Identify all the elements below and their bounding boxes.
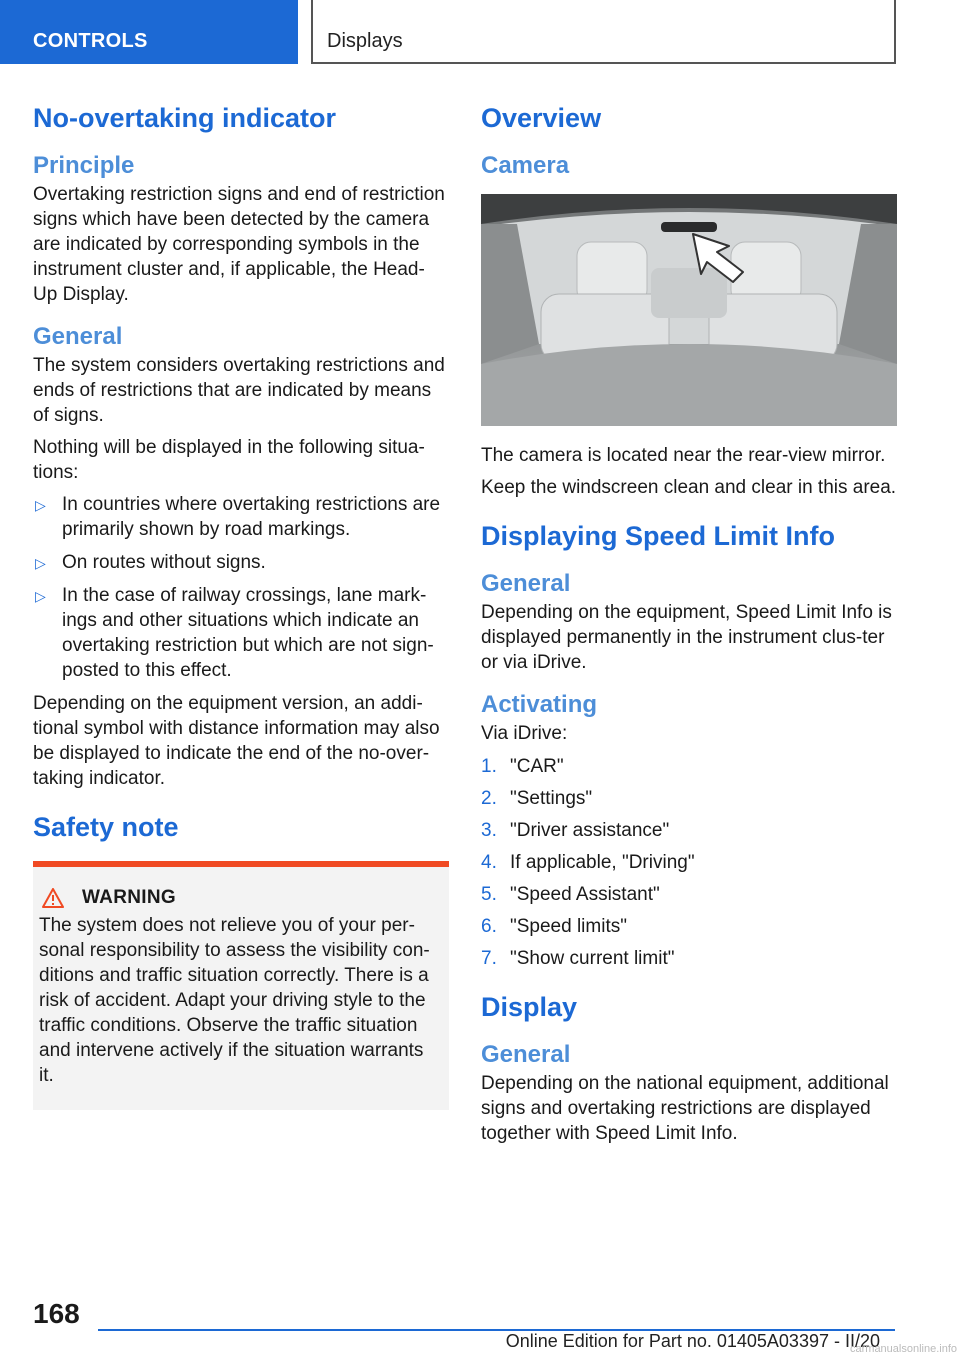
activating-heading: Activating: [481, 691, 598, 718]
overview-title: Overview: [481, 103, 602, 133]
display-title: Display: [481, 992, 578, 1022]
list-item: ▷ In the case of railway crossings, lane mark-ings and other situations which indicate an overtaking restriction but which are not sign-posted to this effect.: [35, 585, 434, 681]
general-text-3: Depending on the equipment version, an addi-tional symbol with distance information may also be displayed to indicate the end of the no-over-taking indicator.: [33, 693, 440, 789]
list-item: 4. If applicable, "Driving": [481, 852, 695, 873]
camera-text-2: Keep the windscreen clean and clear in this area.: [481, 477, 897, 498]
speed-general-heading: General: [481, 570, 571, 597]
speed-limit-title: Displaying Speed Limit Info: [481, 521, 836, 551]
list-item: 1. "CAR": [481, 756, 564, 777]
safety-note-title: Safety note: [33, 812, 179, 842]
list-item: ▷ On routes without signs.: [33, 550, 449, 575]
triangle-bullet-icon: ▷: [35, 497, 46, 513]
general-text-1: The system considers overtaking restrictions and ends of restrictions that are indicated by means of signs.: [33, 355, 445, 426]
activation-steps: [481, 754, 897, 971]
warning-text: The system does not relieve you of your per-sonal responsibility to assess the visibility con-ditions and traffic situation correctly. There is a risk of accident. Adapt your driving style to the traffic conditions. Observe the traffic situation and intervene actively if the situation warrants it.: [39, 915, 430, 1086]
no-overtaking-title: No-overtaking indicator: [33, 103, 337, 133]
list-item: ▷ In countries where overtaking restrictions are primarily shown by road markings.: [35, 494, 441, 540]
display-general-text: Depending on the national equipment, additional signs and overtaking restrictions are displayed together with Speed Limit Info.: [481, 1073, 889, 1144]
list-item: 6. "Speed limits": [481, 916, 627, 937]
list-item: 3. "Driver assistance": [481, 820, 670, 841]
principle-text: Overtaking restriction signs and end of restriction signs which have been detected by the camera are indicated by corresponding symbols in the instrument cluster and, if applicable, the Head-Up Display.: [33, 184, 445, 305]
camera-heading: Camera: [481, 152, 570, 179]
warning-triangle-icon: [42, 888, 64, 908]
chapter-box: [311, 0, 896, 64]
speed-general-text: Depending on the equipment, Speed Limit Info is displayed permanently in the instrument clus-ter or via iDrive.: [481, 602, 892, 673]
situation-list: [33, 492, 449, 683]
right-column: [481, 100, 897, 1153]
general-text-2: Nothing will be displayed in the following situa-tions:: [33, 437, 425, 483]
page-number: 168: [33, 1298, 80, 1329]
camera-text-1: The camera is located near the rear-view mirror.: [481, 445, 886, 466]
edition-text: Online Edition for Part no. 01405A03397 - II/20: [505, 1331, 880, 1351]
section-label: CONTROLS: [33, 30, 148, 52]
list-item: 2. "Settings": [481, 788, 593, 809]
list-item: 5. "Speed Assistant": [481, 884, 660, 905]
principle-heading: Principle: [33, 152, 135, 179]
left-column: [33, 100, 449, 1110]
watermark: carmanualsonline.info: [850, 1343, 958, 1355]
section-tab: [0, 0, 298, 64]
general-heading: General: [33, 323, 123, 350]
warning-label: WARNING: [82, 887, 176, 908]
warning-box: [33, 861, 449, 1110]
triangle-bullet-icon: ▷: [35, 555, 46, 571]
activating-intro: Via iDrive:: [481, 723, 568, 744]
triangle-bullet-icon: ▷: [35, 588, 46, 604]
list-item: 7. "Show current limit": [481, 948, 675, 969]
camera-location-photo: [481, 194, 897, 426]
chapter-label: Displays: [327, 30, 403, 52]
display-general-heading: General: [481, 1041, 571, 1068]
